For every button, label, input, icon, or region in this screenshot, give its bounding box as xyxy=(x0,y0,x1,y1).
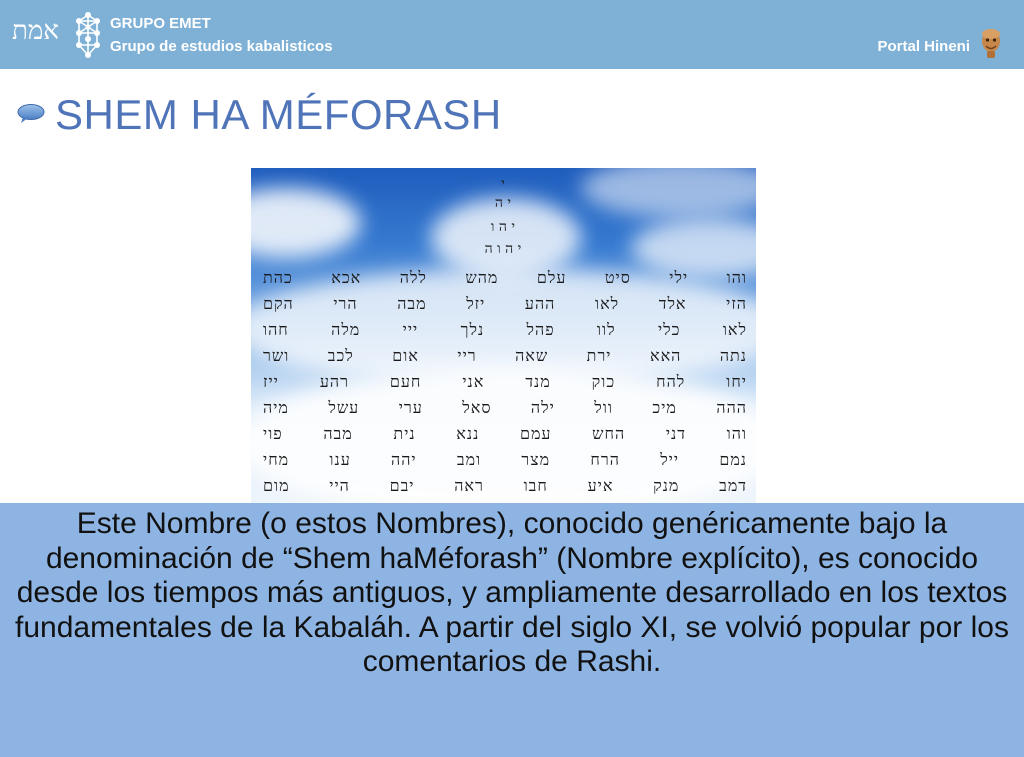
caption-box xyxy=(0,503,1024,757)
org-subtitle: Grupo de estudios kabalisticos xyxy=(110,38,333,55)
top-bar xyxy=(0,0,1024,69)
tetragrammaton-row: י ה ו xyxy=(490,219,516,235)
name-grid-row: נתה האא ירת שאה ריי אום לכב ושר xyxy=(263,346,747,365)
logo-hebrew-text: אמת xyxy=(12,16,59,46)
avatar-icon[interactable] xyxy=(978,27,1004,59)
name-grid-row: והו ילי סיט עלם מהש ללה אכא כהת xyxy=(263,268,747,287)
slide-title: SHEM HA MÉFORASH xyxy=(55,91,502,138)
caption-text: Este Nombre (o estos Nombres), conocido genéricamente bajo la denominación de “Shem haMéforash” (Nombre explícito), es conocido desde los tiempos más antiguos, y ampliamente desarrollado en los textos fundamentales de la Kabaláh. A partir del siglo XI, se volvió popular por los comentarios de Rashi. xyxy=(15,507,1009,678)
tetragrammaton-row: י ה ו ה xyxy=(484,241,522,257)
name-grid-row: הזי אלד לאו ההע יזל מבה הרי הקם xyxy=(263,294,747,313)
tetragrammaton-row: י xyxy=(501,176,505,192)
org-name: GRUPO EMET xyxy=(110,15,211,32)
sefirot-tree-icon xyxy=(74,11,102,59)
name-grid-row: לאו כלי לוו פהל נלך ייי מלה חהו xyxy=(263,320,747,339)
speech-bubble-icon xyxy=(16,103,46,125)
tetragrammaton-row: י ה xyxy=(494,195,512,211)
portal-hineni-link[interactable]: Portal Hineni xyxy=(877,38,970,55)
name-grid-row: נמם ייל הרח מצר ומב יהה ענו מחי xyxy=(263,450,747,469)
name-grid-row: דמב מנק איע חבו ראה יבם היי מום xyxy=(263,476,747,495)
name-grid-row: ההה מיכ וול ילה סאל ערי עשל מיה xyxy=(263,398,747,417)
name-grid-row: יחו להח כוק מנד אני חעם רהע ייז xyxy=(263,372,747,391)
name-grid-row: והו דני החש עמם ננא נית מבה פוי xyxy=(263,424,747,443)
shem-hameforash-image xyxy=(251,168,756,504)
